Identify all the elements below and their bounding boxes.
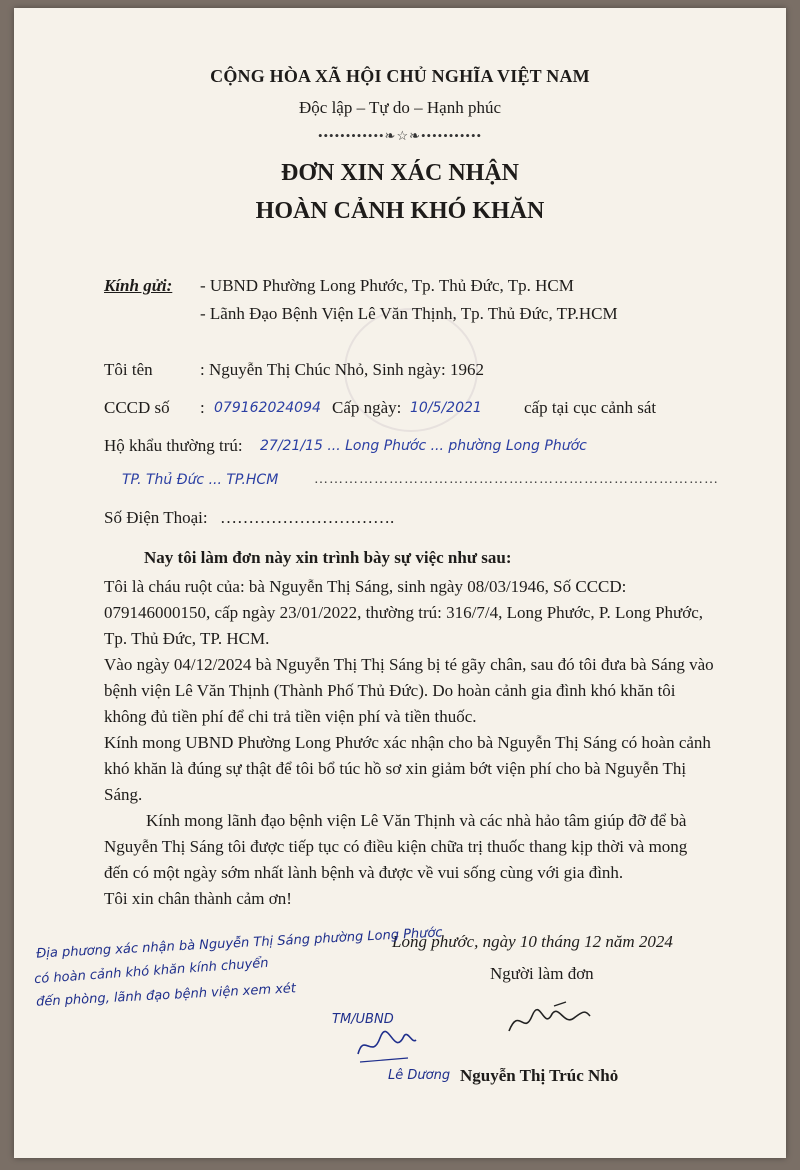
cccd-value: 079162024094 bbox=[214, 400, 321, 416]
paragraph: Tôi là cháu ruột của: bà Nguyễn Thị Sáng, sinh ngày 08/03/1946, Số CCCD: 079146000150, cấp ngày 23/01/2022, thường trú: 316/7/4, Long Phước, P. Long Phước, Tp. Thủ Đức, TP. HCM. bbox=[104, 577, 704, 648]
paragraph: Kính mong UBND Phường Long Phước xác nhận cho bà Nguyễn Thị Sáng có hoàn cảnh khó khăn là đúng sự thật để tôi bổ túc hồ sơ xin giảm bớt viện phí cho bà Nguyễn Thị Sáng. bbox=[104, 733, 711, 804]
residence-value-2: TP. Thủ Đức ... TP.HCM bbox=[122, 472, 279, 488]
handwritten-note-line: Lê Dương bbox=[388, 1068, 451, 1083]
issue-value: 10/5/2021 bbox=[410, 400, 482, 416]
nation-heading: CỘNG HÒA XÃ HỘI CHỦ NGHĨA VIỆT NAM bbox=[210, 66, 590, 86]
recipient-item: - UBND Phường Long Phước, Tp. Thủ Đức, Tp. HCM bbox=[200, 276, 574, 295]
body-lead: Nay tôi làm đơn này xin trình bày sự việc như sau: bbox=[144, 548, 512, 567]
thanks-line: Tôi xin chân thành cảm ơn! bbox=[104, 889, 292, 908]
cccd-label: CCCD số bbox=[104, 398, 170, 417]
handwritten-note-line: đến phòng, lãnh đạo bệnh viện xem xét bbox=[35, 981, 297, 1010]
name-label: Tôi tên bbox=[104, 360, 153, 379]
signer-name: Nguyễn Thị Trúc Nhỏ bbox=[460, 1066, 619, 1085]
issue-label: Cấp ngày: bbox=[332, 398, 402, 417]
phone-label: Số Điện Thoại: bbox=[104, 508, 208, 527]
issue-place: cấp tại cục cảnh sát bbox=[524, 398, 657, 417]
document-title-line2: HOÀN CẢNH KHÓ KHĂN bbox=[255, 198, 545, 224]
handwritten-note-line: Địa phương xác nhận bà Nguyễn Thị Sáng phường Long Phước bbox=[35, 925, 443, 962]
residence-value-1: 27/21/15 ... Long Phước ... phường Long Phước bbox=[260, 438, 587, 454]
cccd-colon: : bbox=[200, 398, 205, 417]
recipient-item: - Lãnh Đạo Bệnh Viện Lê Văn Thịnh, Tp. Thủ Đức, TP.HCM bbox=[200, 304, 618, 323]
name-value: : Nguyễn Thị Chúc Nhỏ, Sinh ngày: 1962 bbox=[200, 360, 484, 379]
date-place: Long phước, ngày 10 tháng 12 năm 2024 bbox=[392, 932, 673, 951]
document-page bbox=[14, 8, 786, 1158]
paragraph: Kính mong lãnh đạo bệnh viện Lê Văn Thịnh và các nhà hảo tâm giúp đỡ để bà Nguyễn Thị Sáng tôi được tiếp tục có điều kiện chữa trị thuốc thang kịp thời và mong đến có một ngày sớm nhất lành bệnh và được về vui sống cùng với gia đình. bbox=[104, 811, 688, 882]
recipients-label: Kính gửi: bbox=[104, 276, 173, 295]
ornament-divider: ••••••••••••❧☆❧••••••••••• bbox=[317, 128, 483, 143]
dotted-line: ……………………………………………………………………… bbox=[314, 472, 719, 487]
handwritten-note-line: TM/UBND bbox=[332, 1012, 394, 1027]
applicant-label: Người làm đơn bbox=[490, 964, 594, 983]
applicant-signature bbox=[504, 996, 594, 1046]
paragraph: Vào ngày 04/12/2024 bà Nguyễn Thị Thị Sáng bị té gãy chân, sau đó tôi đưa bà Sáng vào bệnh viện Lê Văn Thịnh (Thành Phố Thủ Đức). Do hoàn cảnh gia đình khó khăn tôi không đủ tiền phí để chi trả tiền viện phí và tiền thuốc. bbox=[104, 655, 714, 726]
residence-label: Hộ khẩu thường trú: bbox=[104, 436, 243, 455]
body-text bbox=[104, 574, 714, 912]
official-signature bbox=[350, 1024, 420, 1068]
motto: Độc lập – Tự do – Hạnh phúc bbox=[299, 98, 501, 117]
handwritten-note-line: có hoàn cảnh khó khăn kính chuyển bbox=[33, 955, 270, 988]
phone-value: …………………………. bbox=[220, 508, 395, 527]
document-title-line1: ĐƠN XIN XÁC NHẬN bbox=[281, 160, 519, 186]
